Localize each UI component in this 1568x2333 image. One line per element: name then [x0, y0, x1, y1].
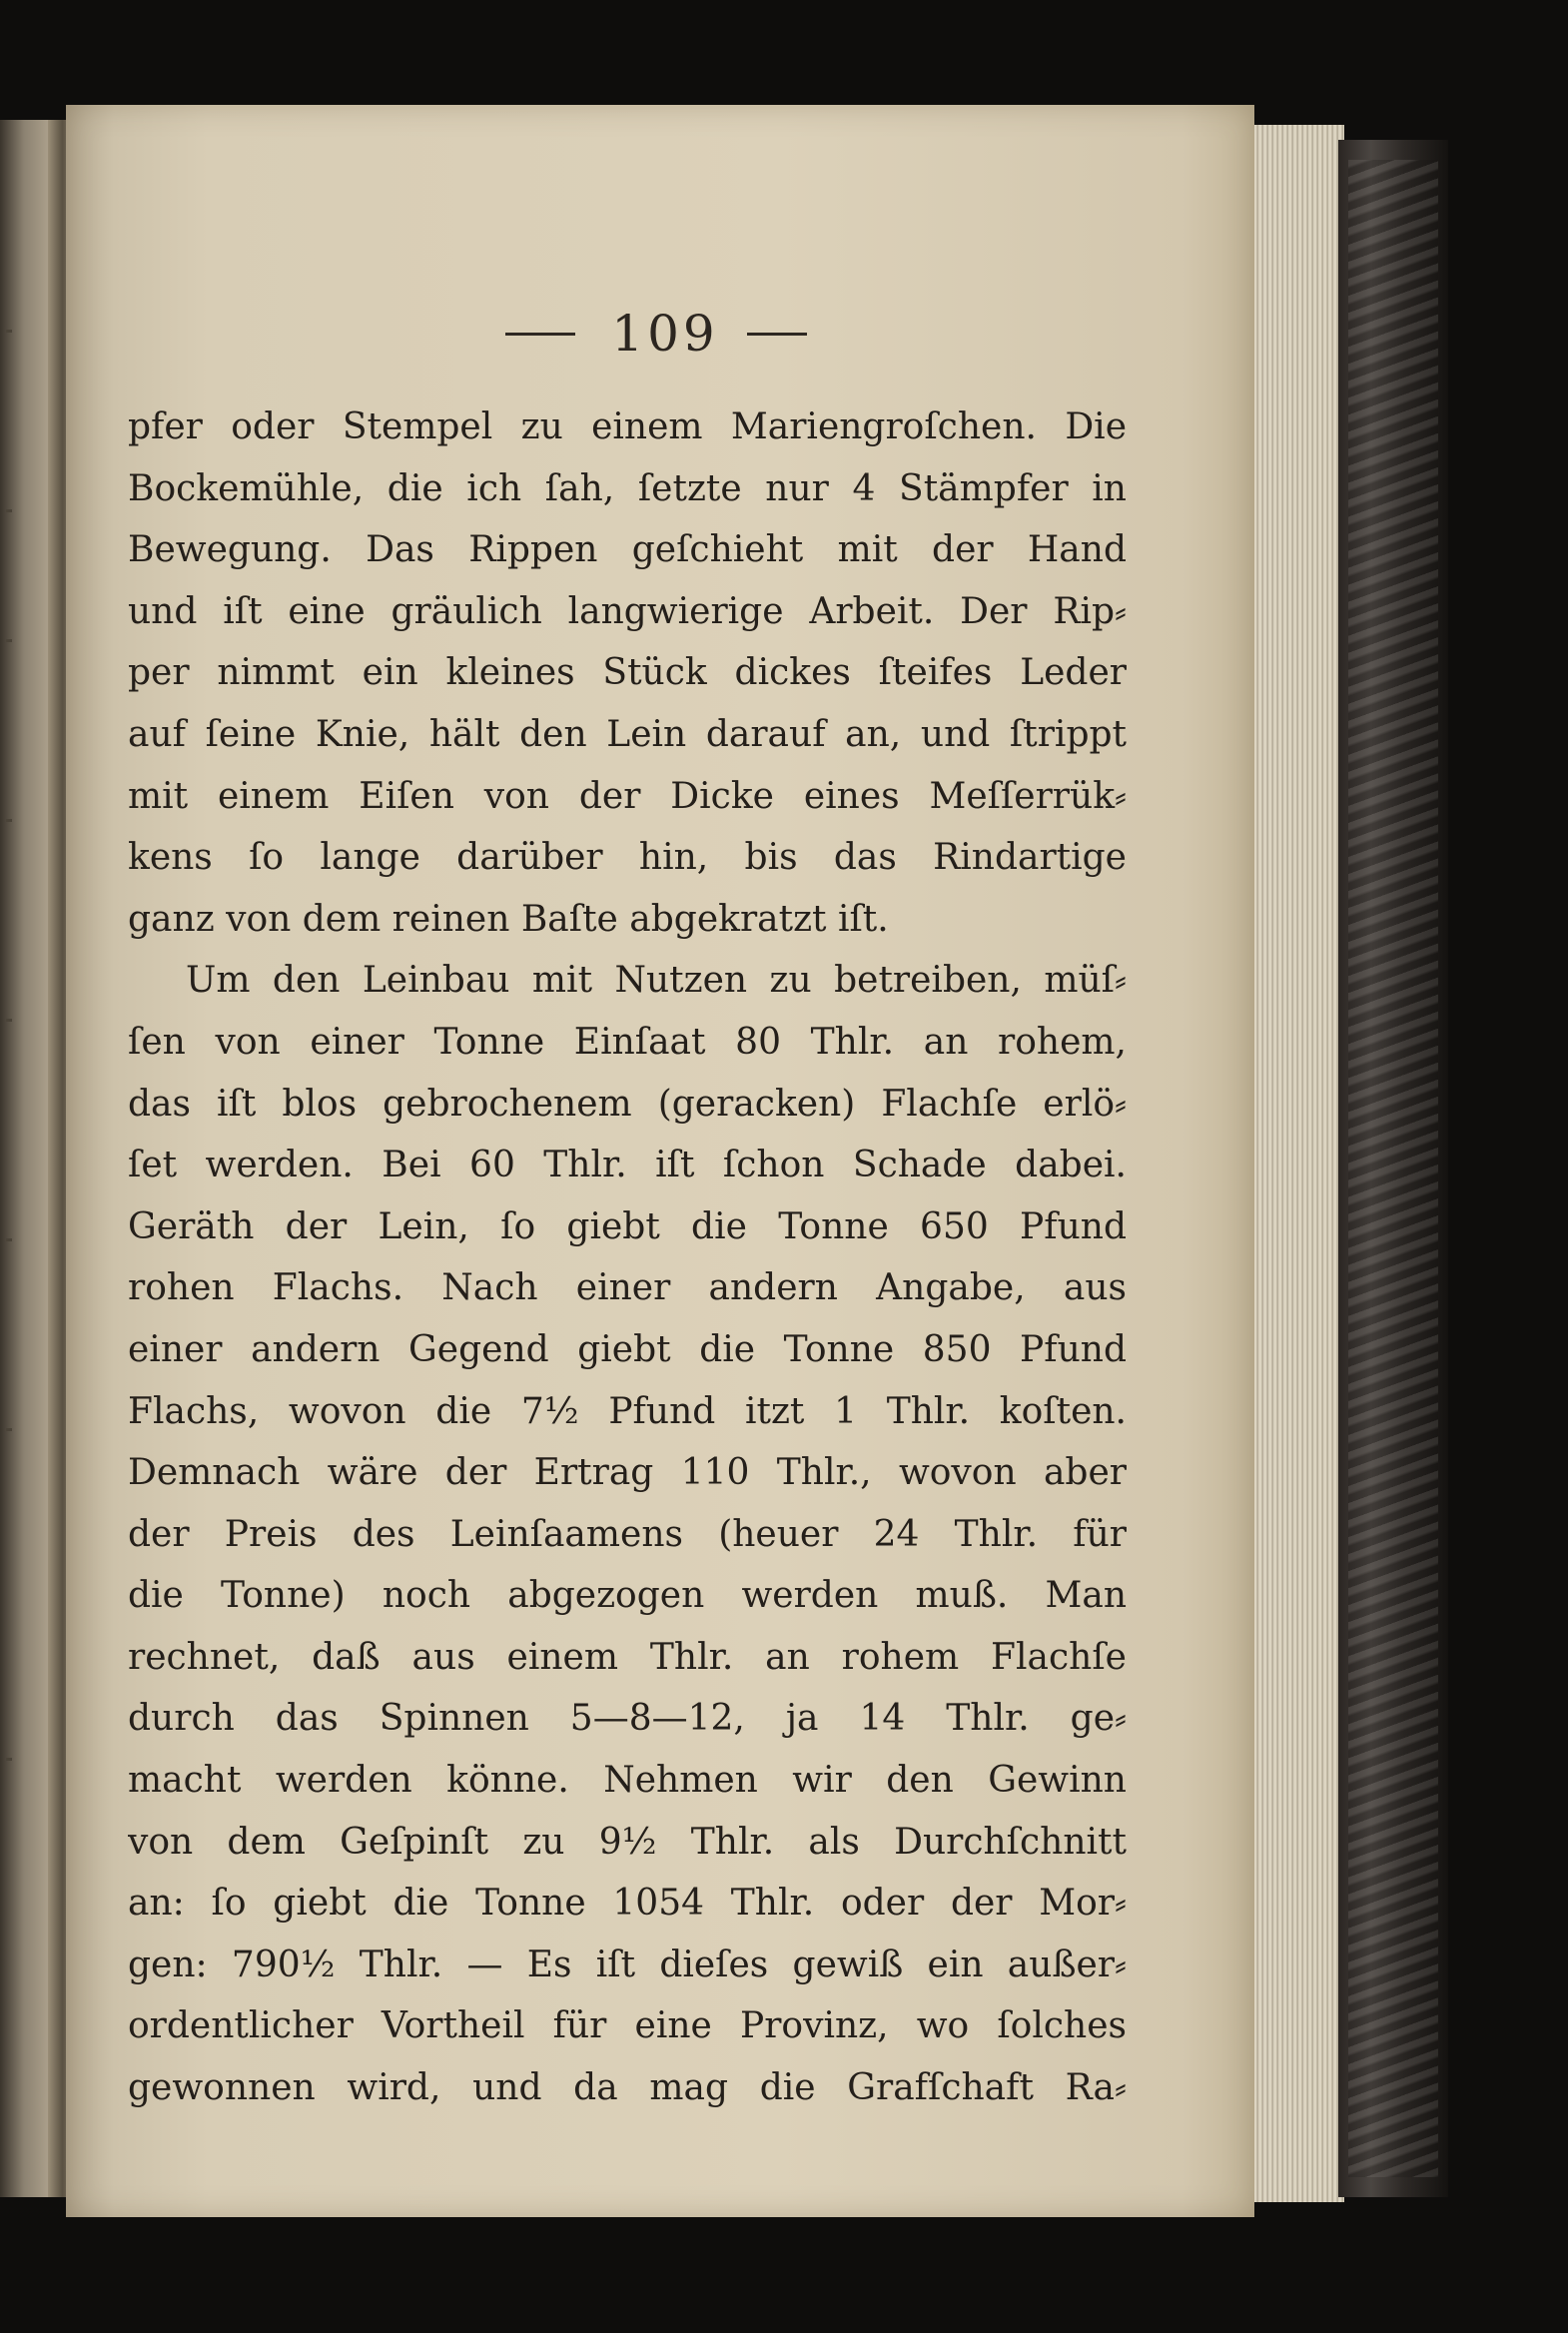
- text-line: Demnach wäre der Ertrag 110 Thlr., wovon aber: [128, 1452, 1127, 1494]
- text-line: durch das Spinnen 5—8—12, ja 14 Thlr. ge⸗: [128, 1698, 1127, 1740]
- margin-mark: [6, 1019, 12, 1022]
- text-line: ſen von einer Tonne Einſaat 80 Thlr. an rohem,: [128, 1021, 1127, 1063]
- text-line: von dem Geſpinſt zu 9½ Thlr. als Durchſchnitt: [128, 1821, 1127, 1863]
- text-line: macht werden könne. Nehmen wir den Gewinn: [128, 1760, 1127, 1802]
- text-line: gen: 790½ Thlr. — Es iſt dieſes gewiß ein außer⸗: [128, 1944, 1127, 1985]
- text-line: rohen Flachs. Nach einer andern Angabe, aus: [128, 1267, 1127, 1309]
- text-line: die Tonne) noch abgezogen werden muß. Man: [128, 1575, 1127, 1617]
- text-line: pfer oder Stempel zu einem Mariengroſchen. Die: [128, 406, 1127, 447]
- text-line: kens ſo lange darüber hin, bis das Rindartige: [128, 837, 1127, 879]
- text-line: einer andern Gegend giebt die Tonne 850 Pfund: [128, 1328, 1127, 1370]
- text-line: ordentlicher Vortheil für eine Provinz, wo ſolches: [128, 2005, 1127, 2047]
- page-number: 109: [611, 305, 719, 363]
- text-line: mit einem Eiſen von der Dicke eines Meſſerrük⸗: [128, 775, 1127, 817]
- paragraph-end-line: ganz von dem reinen Baſte abgekratzt iſt.: [128, 898, 889, 940]
- text-line: an: ſo giebt die Tonne 1054 Thlr. oder der Mor⸗: [128, 1883, 1127, 1925]
- cover-texture: [1348, 160, 1438, 2177]
- header-rule-left: [505, 333, 575, 336]
- paragraph-start-line: Um den Leinbau mit Nutzen zu betreiben, müſ⸗: [186, 960, 1127, 1002]
- text-line: das iſt blos gebrochenem (geracken) Flachſe erlö⸗: [128, 1083, 1127, 1125]
- text-line: Bewegung. Das Rippen geſchieht mit der Hand: [128, 529, 1127, 571]
- margin-mark: [6, 639, 12, 642]
- text-line: rechnet, daß aus einem Thlr. an rohem Flachſe: [128, 1636, 1127, 1678]
- margin-mark: [6, 1758, 12, 1761]
- header-rule-right: [747, 333, 807, 336]
- text-line: Bockemühle, die ich ſah, ſetzte nur 4 Stämpfer in: [128, 467, 1127, 509]
- page-header: [66, 305, 1254, 365]
- text-line: ſet werden. Bei 60 Thlr. iſt ſchon Schade dabei.: [128, 1145, 1127, 1186]
- text-line: gewonnen wird, und da mag die Grafſchaft Ra⸗: [128, 2067, 1127, 2109]
- margin-mark: [6, 509, 12, 512]
- margin-mark: [6, 819, 12, 822]
- margin-mark: [6, 330, 12, 333]
- text-line: Flachs, wovon die 7½ Pfund itzt 1 Thlr. koſten.: [128, 1390, 1127, 1432]
- text-line: der Preis des Leinſaamens (heuer 24 Thlr. für: [128, 1513, 1127, 1555]
- body-text: [128, 396, 1127, 2119]
- margin-mark: [6, 1238, 12, 1241]
- text-line: Geräth der Lein, ſo giebt die Tonne 650 Pfund: [128, 1205, 1127, 1247]
- margin-mark: [6, 1428, 12, 1431]
- text-line: auf ſeine Knie, hält den Lein darauf an, und ſtrippt: [128, 713, 1127, 755]
- text-line: per nimmt ein kleines Stück dickes ſteifes Leder: [128, 652, 1127, 694]
- page-block-edges: [1254, 125, 1344, 2202]
- text-line: und iſt eine gräulich langwierige Arbeit. Der Rip⸗: [128, 590, 1127, 632]
- book-page: [66, 105, 1254, 2217]
